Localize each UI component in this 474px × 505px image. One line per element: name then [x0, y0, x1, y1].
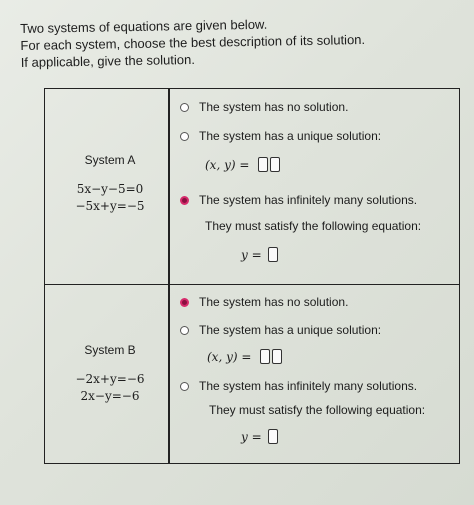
instructions-line-1: Two systems of equations are given below. [20, 16, 268, 36]
instructions [20, 14, 366, 71]
option-label: The system has no solution. [199, 295, 349, 309]
answer-boxes [257, 157, 281, 172]
pair-label: (x, y) = [207, 349, 252, 364]
system-b-radio-no-solution[interactable] [180, 298, 189, 307]
system-b-radio-unique[interactable] [180, 326, 189, 335]
option-label: The system has infinitely many solutions. [199, 379, 418, 393]
system-b-option-infinite[interactable] [180, 379, 417, 393]
system-a-x-input[interactable] [258, 157, 268, 172]
system-a-equations [55, 153, 165, 215]
system-a-option-no-solution[interactable] [180, 100, 348, 114]
system-a-option-unique[interactable] [180, 129, 381, 143]
system-a-equation-2: −5x+y=−5 [75, 199, 145, 213]
system-a-option-infinite[interactable] [180, 193, 417, 207]
system-b-x-input[interactable] [260, 349, 270, 364]
pair-label: (x, y) = [205, 157, 250, 172]
option-label: The system has a unique solution: [199, 323, 382, 337]
system-a-title: System A [84, 153, 136, 167]
instructions-line-2: For each system, choose the best description of its solution. [20, 31, 366, 53]
system-a-radio-infinite[interactable] [180, 196, 189, 205]
system-a-equation-answer [241, 247, 279, 262]
answer-boxes [259, 349, 283, 364]
system-b-equation-2: 2x−y=−6 [80, 389, 140, 403]
system-b-y-input[interactable] [272, 349, 282, 364]
option-label: The system has infinitely many solutions. [199, 193, 418, 207]
system-a-must-satisfy: They must satisfy the following equation: [205, 219, 422, 233]
option-label: The system has no solution. [199, 100, 349, 114]
system-b-equation-1: −2x+y=−6 [75, 372, 145, 386]
systems-table [44, 88, 460, 464]
system-a-row [45, 89, 459, 285]
system-a-equation-1: 5x−y−5=0 [76, 182, 144, 196]
system-b-must-satisfy: They must satisfy the following equation: [209, 403, 426, 417]
system-b-unique-answer [207, 349, 283, 364]
system-a-y-input[interactable] [270, 157, 280, 172]
system-b-equation-input[interactable] [268, 429, 278, 444]
system-a-unique-answer [205, 157, 281, 172]
y-label: y = [241, 247, 262, 262]
system-b-radio-infinite[interactable] [180, 382, 189, 391]
system-a-equation-input[interactable] [268, 247, 278, 262]
system-b-option-unique[interactable] [180, 323, 381, 337]
system-b-option-no-solution[interactable] [180, 295, 348, 309]
option-label: The system has a unique solution: [199, 129, 382, 143]
system-b-title: System B [84, 343, 136, 357]
system-b-equations [55, 343, 165, 405]
system-b-equation-answer [241, 429, 279, 444]
system-b-row [45, 285, 459, 463]
y-label: y = [241, 429, 262, 444]
system-a-radio-unique[interactable] [180, 132, 189, 141]
system-a-radio-no-solution[interactable] [180, 103, 189, 112]
instructions-line-3: If applicable, give the solution. [20, 51, 196, 70]
